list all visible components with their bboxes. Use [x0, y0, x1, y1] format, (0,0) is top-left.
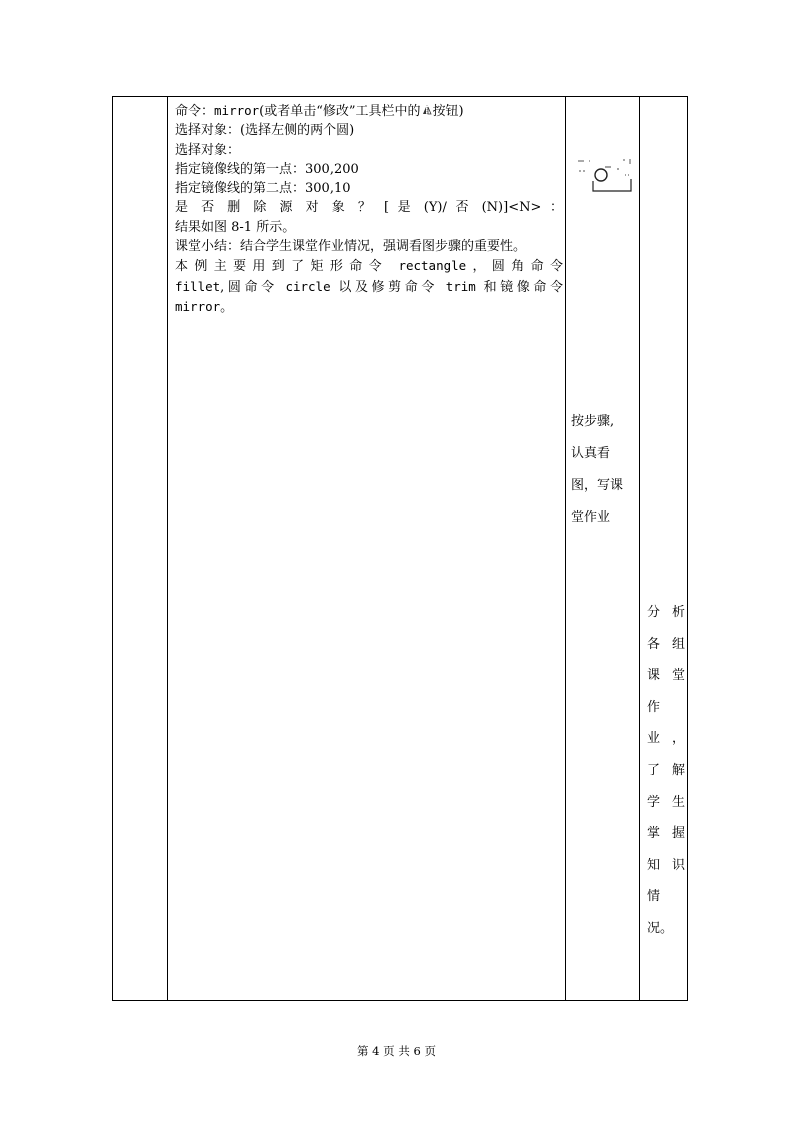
- char: 解: [671, 762, 685, 778]
- char: 情: [647, 889, 661, 905]
- command-name: mirror: [214, 103, 260, 118]
- select-objects-line: 选择对象：(选择左侧的两个圆): [175, 123, 355, 139]
- char: 各: [647, 636, 661, 652]
- teacher-line: [647, 850, 685, 882]
- teacher-line: [647, 723, 685, 755]
- mirror-icon: [421, 103, 433, 115]
- table-divider: [639, 97, 640, 1000]
- char: 课: [647, 668, 661, 684]
- char: 知: [647, 857, 661, 873]
- command-rectangle: rectangle: [398, 258, 467, 274]
- char: 业: [647, 731, 661, 747]
- teacher-line: [647, 629, 685, 661]
- page-footer: 第 4 页 共 6 页: [357, 1044, 436, 1058]
- mirror-point-2: 指定镜像线的第二点：300,10: [175, 181, 351, 197]
- summary-text: 本例主要用到了矩形命令: [175, 259, 388, 275]
- teacher-line: [647, 787, 685, 819]
- teacher-line: [647, 692, 685, 724]
- char: 堂: [671, 668, 685, 684]
- char: 学: [647, 794, 661, 810]
- teacher-line: [647, 913, 685, 945]
- student-activity-cell: [571, 406, 635, 534]
- summary-text: 和镜像命令: [475, 279, 564, 295]
- summary-text: 。: [220, 299, 234, 315]
- command-circle: circle: [285, 278, 331, 294]
- command-note: (或者单击“修改”工具栏中的: [259, 104, 421, 119]
- student-activity-line: 堂作业: [571, 510, 611, 525]
- delete-source-prompt: 是 否 删 除 源 对 象 ？ [ 是 (Y)/ 否 (N)]<N> ：: [175, 200, 563, 216]
- summary-line-3: [175, 297, 563, 317]
- result-line: 结果如图 8-1 所示。: [175, 219, 296, 235]
- command-line: [175, 101, 563, 121]
- class-summary: 课堂小结：结合学生课堂作业情况，强调看图步骤的重要性。: [175, 239, 527, 255]
- summary-text: 以及修剪命令: [330, 279, 446, 295]
- char: 握: [671, 826, 685, 842]
- teacher-line: [647, 818, 685, 850]
- select-objects-line-2: 选择对象：: [175, 142, 241, 158]
- summary-line-2: [175, 277, 563, 297]
- char: 作: [647, 699, 661, 715]
- table-divider: [565, 97, 566, 1000]
- teacher-line: [647, 881, 685, 913]
- char: 分: [647, 605, 661, 620]
- summary-text: ,圆命令: [220, 279, 286, 295]
- teaching-content-cell: [175, 101, 563, 317]
- student-activity-line: 认真看: [571, 446, 611, 461]
- teacher-line: [647, 660, 685, 692]
- teacher-line: [647, 597, 685, 629]
- lesson-table: [112, 96, 688, 1001]
- student-activity-line: 图，写课: [571, 478, 624, 493]
- char: 组: [671, 636, 685, 652]
- mirror-point-1: 指定镜像线的第一点：300,200: [175, 161, 359, 177]
- summary-line-1: [175, 256, 563, 276]
- char: 生: [671, 794, 685, 810]
- teacher-design-cell: [647, 597, 685, 945]
- char: 掌: [647, 826, 661, 842]
- char: 识: [671, 857, 685, 873]
- command-fillet: fillet: [175, 278, 221, 294]
- student-activity-line: 按步骤,: [571, 414, 615, 429]
- summary-text: ，圆角命令: [466, 259, 563, 275]
- command-mirror: mirror: [175, 298, 221, 314]
- command-note-end: 按钮): [432, 104, 464, 119]
- char: 了: [647, 762, 661, 778]
- char: ，: [671, 731, 685, 747]
- char: 况。: [647, 920, 674, 936]
- drawing-thumbnail: [575, 155, 639, 197]
- command-prefix: 命令：: [175, 104, 215, 119]
- char: 析: [671, 605, 685, 620]
- teacher-line: [647, 755, 685, 787]
- table-divider: [167, 97, 168, 1000]
- command-trim: trim: [445, 278, 476, 294]
